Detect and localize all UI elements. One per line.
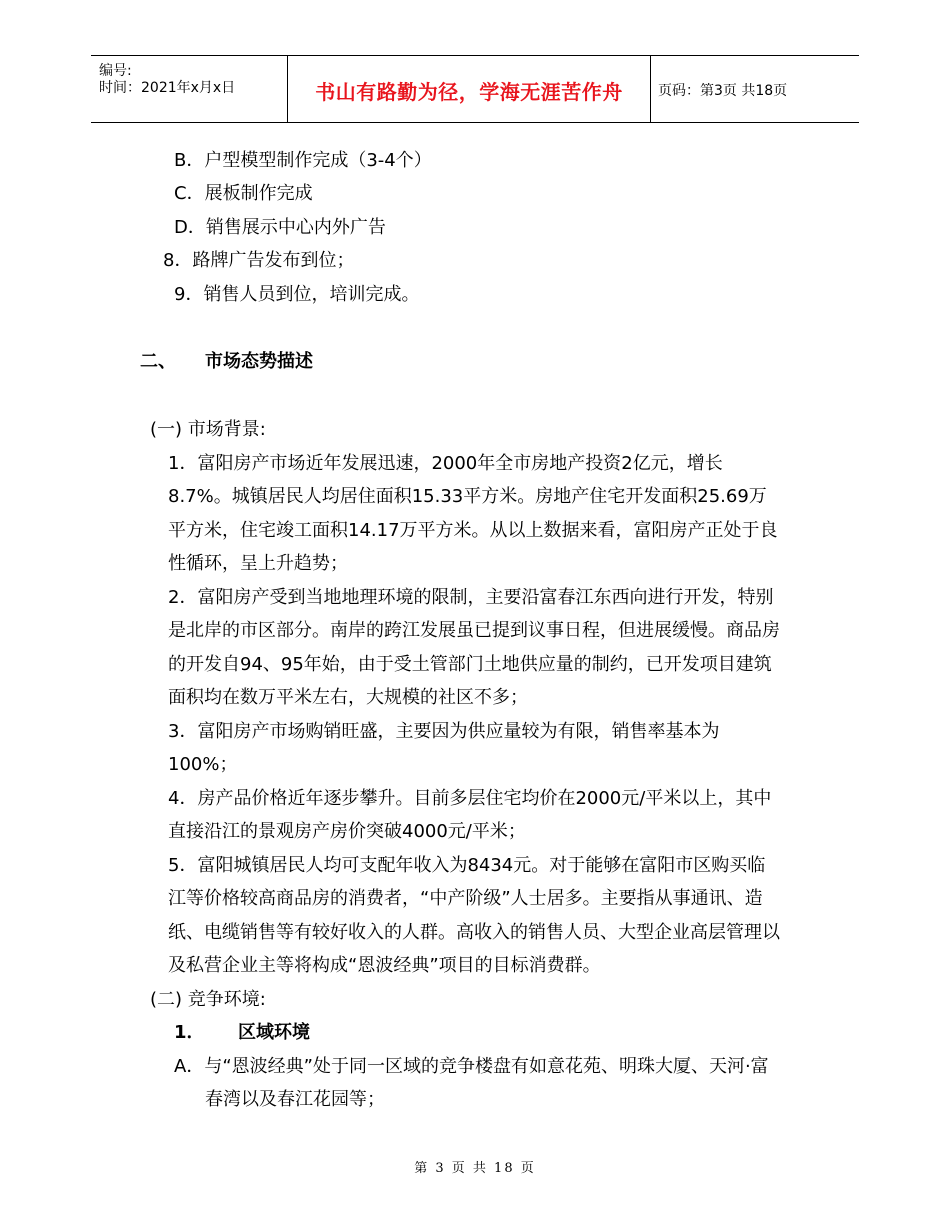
paragraph-line: 1．富阳房产市场近年发展迅速，2000年全市房地产投资2亿元，增长 bbox=[168, 453, 723, 474]
header-motto: 书山有路勤为径，学海无涯苦作舟 bbox=[315, 80, 623, 104]
paragraph-line: 江等价格较高商品房的消费者，“中产阶级”人士居多。主要指从事通讯、造 bbox=[168, 888, 763, 909]
paragraph-line: 3．富阳房产市场购销旺盛，主要因为供应量较为有限，销售率基本为 bbox=[168, 721, 720, 742]
paragraph-line: 平方米，住宅竣工面积14.17万平方米。从以上数据来看，富阳房产正处于良 bbox=[168, 520, 778, 541]
paragraph-line: 是北岸的市区部分。南岸的跨江发展虽已提到议事日程，但进展缓慢。商品房 bbox=[168, 620, 780, 641]
header-info-cell bbox=[91, 56, 287, 122]
paragraph-line: 100%； bbox=[168, 754, 238, 775]
serial-label: 编号: bbox=[99, 63, 132, 79]
paragraph-line: 春湾以及春江花园等； bbox=[205, 1089, 385, 1110]
list-item: C．展板制作完成 bbox=[174, 183, 313, 204]
item-number: 1． bbox=[174, 1022, 205, 1043]
page-header bbox=[91, 55, 859, 123]
paragraph-line: 面积均在数万平米左右，大规模的社区不多； bbox=[168, 687, 528, 708]
paragraph-line: 2．富阳房产受到当地地理环境的限制，主要沿富春江东西向进行开发，特别 bbox=[168, 587, 774, 608]
section-title: 市场态势描述 bbox=[205, 351, 313, 372]
list-item: 8．路牌广告发布到位； bbox=[163, 250, 355, 271]
list-item: D．销售展示中心内外广告 bbox=[174, 217, 386, 238]
paragraph-line: 及私营企业主等将构成“恩波经典”项目的目标消费群。 bbox=[168, 955, 601, 976]
paragraph-line: 4．房产品价格近年逐步攀升。目前多层住宅均价在2000元/平米以上，其中 bbox=[168, 788, 772, 809]
list-item: 9．销售人员到位，培训完成。 bbox=[174, 284, 420, 305]
paragraph-line: 直接沿江的景观房产房价突破4000元/平米； bbox=[168, 821, 526, 842]
section-number: 二、 bbox=[140, 351, 176, 372]
header-page-label: 页码：第3页 共18页 bbox=[658, 83, 788, 99]
item-title: 区域环境 bbox=[238, 1022, 310, 1043]
page-footer: 第 3 页 共 18 页 bbox=[414, 1161, 536, 1176]
subsection-heading: (二) 竞争环境: bbox=[150, 989, 266, 1010]
paragraph-line: 8.7%。城镇居民人均居住面积15.33平方米。房地产住宅开发面积25.69万 bbox=[168, 486, 767, 507]
header-page-cell bbox=[650, 56, 859, 122]
paragraph-line: A．与“恩波经典”处于同一区域的竞争楼盘有如意花苑、明珠大厦、天河·富 bbox=[174, 1056, 769, 1077]
header-motto-cell bbox=[287, 56, 651, 122]
paragraph-line: 纸、电缆销售等有较好收入的人群。高收入的销售人员、大型企业高层管理以 bbox=[168, 922, 780, 943]
paragraph-line: 性循环，呈上升趋势； bbox=[168, 553, 348, 574]
list-item: B．户型模型制作完成（3-4个） bbox=[174, 150, 432, 171]
subsection-heading: (一) 市场背景: bbox=[150, 419, 266, 440]
time-label: 时间：2021年x月x日 bbox=[99, 80, 236, 96]
paragraph-line: 5．富阳城镇居民人均可支配年收入为8434元。对于能够在富阳市区购买临 bbox=[168, 855, 766, 876]
paragraph-line: 的开发自94、95年始，由于受土管部门土地供应量的制约，已开发项目建筑 bbox=[168, 654, 772, 675]
